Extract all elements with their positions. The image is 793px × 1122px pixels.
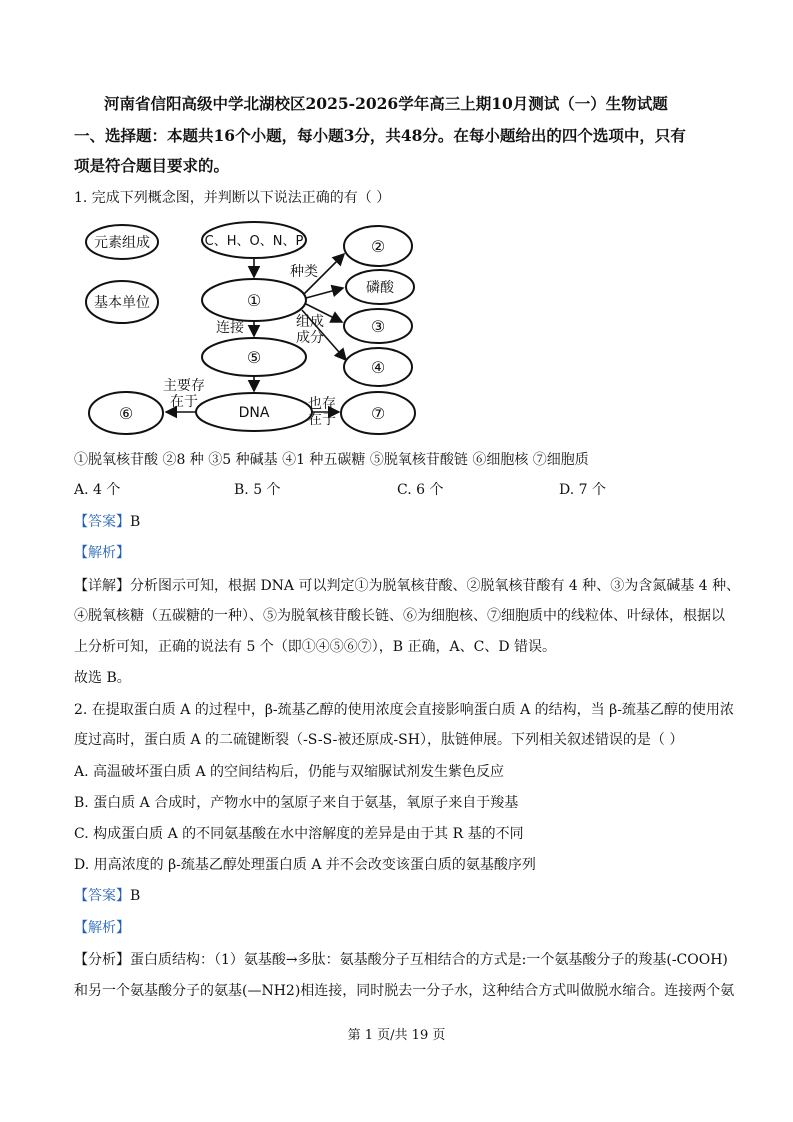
- node-3-label: ③: [370, 317, 386, 336]
- q2-fenxi-line-1: [74, 950, 728, 970]
- node-chnop-label: C、H、O、N、P: [204, 234, 304, 249]
- label-mainly-in-2: 在于: [170, 394, 198, 410]
- q1-detail-text-1: 分析图示可知，根据 DNA 可以判定①为脱氧核苷酸、②脱氧核苷酸有 4 种、③为含氮碱基 4 种、: [130, 578, 741, 594]
- q2-fenxi-line-2: 和另一个氨基酸分子的氨基(—NH2)相连接，同时脱去一分子水，这种结合方式叫做脱水缩合。连接两个氨: [74, 983, 735, 999]
- q1-option-c: C. 6 个: [397, 482, 444, 498]
- q2-option-d: D. 用高浓度的 β-巯基乙醇处理蛋白质 A 并不会改变该蛋白质的氨基酸序列: [74, 857, 536, 873]
- node-5-label: ⑤: [246, 348, 262, 367]
- q1-detail-line-2: ④脱氧核糖（五碳糖的一种）、⑤为脱氧核苷酸长链、⑥为细胞核、⑦细胞质中的线粒体、叶绿体，根据以: [74, 608, 725, 624]
- label-also-in-1: 也存: [308, 396, 336, 412]
- label-also-in-2: 在于: [308, 412, 336, 428]
- section-heading-line-1: 一、选择题：本题共16个小题，每小题3分，共48分。在每小题给出的四个选项中，只有: [74, 126, 686, 145]
- q2-option-a: A. 高温破坏蛋白质 A 的空间结构后，仍能与双缩脲试剂发生紫色反应: [74, 764, 505, 780]
- label-connect: 连接: [216, 320, 244, 336]
- q1-answer-tag: 【答案】: [74, 514, 130, 530]
- concept-map-diagram: [74, 218, 434, 438]
- q2-analysis-tag: 【解析】: [74, 920, 130, 936]
- q1-detail-line-1: [74, 576, 740, 596]
- label-kinds: 种类: [290, 264, 318, 280]
- label-composition-1: 组成: [296, 314, 324, 330]
- q1-answer-value: B: [130, 514, 141, 530]
- q2-answer-tag: 【答案】: [74, 888, 130, 904]
- page-footer: 第 1 页/共 19 页: [347, 1028, 446, 1043]
- node-phosphate-label: 磷酸: [366, 280, 394, 296]
- node-2-label: ②: [370, 237, 386, 256]
- node-7-label: ⑦: [370, 404, 386, 423]
- node-elements-label: 元素组成: [94, 235, 150, 251]
- section-heading-line-2: 项是符合题目要求的。: [74, 156, 230, 175]
- q2-option-c: C. 构成蛋白质 A 的不同氨基酸在水中溶解度的差异是由于其 R 基的不同: [74, 826, 524, 842]
- q1-analysis-tag: 【解析】: [74, 545, 130, 561]
- q1-option-d: D. 7 个: [559, 482, 606, 498]
- node-1-label: ①: [246, 291, 262, 310]
- arrow-1-to-phosphate: [306, 288, 343, 298]
- label-mainly-in-1: 主要存: [163, 378, 205, 394]
- q2-answer-value: B: [130, 888, 141, 904]
- q1-conclusion: 故选 B。: [74, 670, 131, 686]
- q2-answer-line: [74, 886, 140, 906]
- q1-answer-line: [74, 512, 140, 532]
- q2-stem-line-2: 度过高时，蛋白质 A 的二硫键断裂（-S-S-被还原成-SH），肽链伸展。下列相关叙述错误的是（ ）: [74, 732, 684, 748]
- q1-statements: ①脱氧核苷酸 ②8 种 ③5 种碱基 ④1 种五碳糖 ⑤脱氧核苷酸链 ⑥细胞核 ⑦细胞质: [74, 452, 589, 468]
- q1-detail-tag: 【详解】: [74, 578, 130, 594]
- q1-option-b: B. 5 个: [234, 482, 281, 498]
- q2-fenxi-tag: 【分析】: [74, 952, 130, 968]
- q2-stem-line-1: 2. 在提取蛋白质 A 的过程中，β-巯基乙醇的使用浓度会直接影响蛋白质 A 的结构，当 β-巯基乙醇的使用浓: [74, 702, 734, 718]
- node-4-label: ④: [370, 358, 386, 377]
- label-composition-2: 成分: [296, 330, 324, 346]
- node-6-label: ⑥: [118, 404, 134, 423]
- q1-stem: 1. 完成下列概念图，并判断以下说法正确的有（ ）: [74, 190, 391, 206]
- page-title: 河南省信阳高级中学北湖校区2025-2026学年高三上期10月测试（一）生物试题: [104, 94, 668, 113]
- q1-option-a: A. 4 个: [74, 482, 121, 498]
- node-dna-label: DNA: [238, 405, 270, 421]
- q1-detail-line-3: 上分析可知，正确的说法有 5 个（即①④⑤⑥⑦），B 正确，A、C、D 错误。: [74, 639, 557, 655]
- q2-option-b: B. 蛋白质 A 合成时，产物水中的氢原子来自于氨基，氧原子来自于羧基: [74, 795, 519, 811]
- q2-fenxi-text-1: 蛋白质结构：（1）氨基酸→多肽：氨基酸分子互相结合的方式是:一个氨基酸分子的羧基(-COOH): [130, 952, 728, 968]
- node-basic-unit-label: 基本单位: [94, 295, 150, 311]
